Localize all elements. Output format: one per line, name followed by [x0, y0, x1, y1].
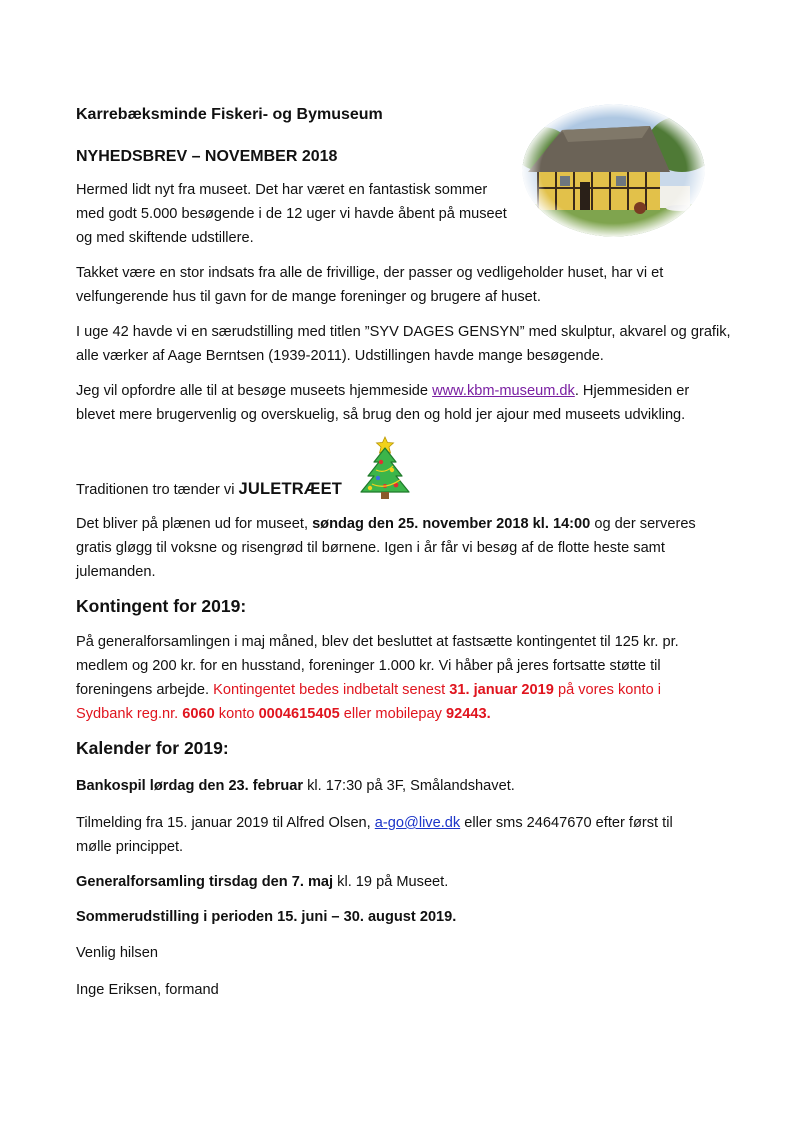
christmas-intro: Traditionen tro tænder vi — [76, 482, 239, 498]
museum-building-photo — [522, 104, 705, 237]
calendar-bingo — [76, 775, 515, 799]
museum-website-link[interactable]: www.kbm-museum.dk — [432, 383, 575, 399]
christmas-date: søndag den 25. november 2018 kl. 14:00 — [312, 516, 591, 532]
christmas-tree-icon — [356, 436, 414, 502]
bingo-details: kl. 17:30 på 3F, Smålandshavet. — [303, 778, 515, 794]
christmas-line-2: gratis gløgg til voksne og risengrød til børnene. Igen i år får vi besøg af de flotte heste samt — [76, 540, 665, 556]
summer-exhibition: Sommerudstilling i perioden 15. juni – 30. august 2019. — [76, 909, 457, 925]
membership-line-1: På generalforsamlingen i maj måned, blev det besluttet at fastsætte kontingentet til 125 kr. pr. — [76, 634, 679, 650]
intro-line-2: med godt 5.000 besøgende i de 12 uger vi havde åbent på museet — [76, 206, 507, 222]
payment-account-text: på vores konto i — [553, 682, 661, 698]
calendar-agm — [76, 871, 448, 895]
closing-signature: Inge Eriksen, formand — [76, 982, 219, 998]
website-line-1 — [76, 380, 689, 404]
christmas-line-1 — [76, 513, 696, 537]
membership-line-2: medlem og 200 kr. for en husstand, foreninger 1.000 kr. Vi håber på jeres fortsatte støtte til — [76, 658, 661, 674]
website-text: Jeg vil opfordre alle til at besøge museets hjemmeside — [76, 383, 433, 399]
museum-name: Karrebæksminde Fiskeri- og Bymuseum — [76, 106, 383, 123]
website-line-2: blevet mere brugervenlig og overskuelig, så brug den og hold jer ajour med museets udvikling. — [76, 407, 686, 423]
closing-greeting: Venlig hilsen — [76, 945, 158, 961]
membership-heading: Kontingent for 2019: — [76, 596, 247, 616]
exhibition-line-1: I uge 42 havde vi en særudstilling med titlen ”SYV DAGES GENSYN” med skulptur, akvarel og grafik, — [76, 324, 731, 340]
payment-deadline-text: Kontingentet bedes indbetalt senest — [213, 682, 450, 698]
agm-details: kl. 19 på Museet. — [333, 874, 449, 890]
signup-text: Tilmelding fra 15. januar 2019 til Alfred Olsen, — [76, 815, 375, 831]
christmas-tree-highlight: JULETRÆET — [238, 480, 343, 498]
christmas-intro-line — [76, 478, 342, 503]
calendar-signup-line-1 — [76, 812, 673, 836]
agm-event: Generalforsamling tirsdag den 7. maj — [76, 874, 334, 890]
intro-line-3: og med skiftende udstillere. — [76, 230, 254, 246]
payment-deadline-date: 31. januar 2019 — [449, 682, 554, 698]
account-number: 0004615405 — [258, 706, 340, 722]
bingo-event: Bankospil lørdag den 23. februar — [76, 778, 304, 794]
christmas-text-post: og der serveres — [590, 516, 696, 532]
account-label: konto — [214, 706, 259, 722]
bank-reg-number: 6060 — [182, 706, 215, 722]
calendar-summer — [76, 906, 456, 930]
membership-line-3 — [76, 679, 661, 703]
bank-label: Sydbank reg.nr. — [76, 706, 183, 722]
signup-email-link[interactable]: a-go@live.dk — [374, 815, 461, 831]
calendar-heading: Kalender for 2019: — [76, 738, 229, 758]
mobilepay-number: 92443. — [446, 706, 491, 722]
exhibition-line-2: alle værker af Aage Berntsen (1939-2011). Udstillingen havde mange besøgende. — [76, 348, 604, 364]
intro-line-1: Hermed lidt nyt fra museet. Det har været en fantastisk sommer — [76, 182, 488, 198]
thanks-line-2: velfungerende hus til gavn for de mange foreninger og brugere af huset. — [76, 289, 541, 305]
membership-text: foreningens arbejde. — [76, 682, 214, 698]
christmas-line-3: julemanden. — [76, 564, 156, 580]
signup-text-post: eller sms 24647670 efter først til — [460, 815, 673, 831]
calendar-signup-line-2: mølle princippet. — [76, 839, 184, 855]
website-text-post: . Hjemmesiden er — [574, 383, 690, 399]
christmas-text: Det bliver på plænen ud for museet, — [76, 516, 313, 532]
thanks-line-1: Takket være en stor indsats fra alle de frivillige, der passer og vedligeholder huset, har vi et — [76, 265, 664, 281]
membership-line-4 — [76, 703, 491, 727]
newsletter-title: NYHEDSBREV – NOVEMBER 2018 — [76, 148, 338, 165]
mobilepay-label: eller mobilepay — [339, 706, 446, 722]
